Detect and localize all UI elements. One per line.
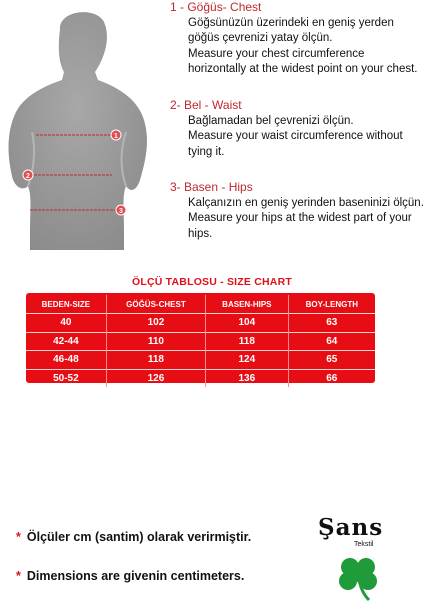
- marker-1: [111, 130, 121, 140]
- table-cell: 124: [206, 351, 289, 370]
- marker-2: [23, 170, 33, 180]
- measure-title: 2- Bel - Waist: [170, 98, 242, 112]
- header-hips: BASEN-HIPS: [206, 295, 289, 314]
- size-chart-table: [26, 295, 375, 387]
- table-cell: 118: [206, 332, 289, 351]
- header-length: BOY-LENGTH: [288, 295, 375, 314]
- table-cell: 50-52: [26, 369, 106, 387]
- marker-3: [116, 205, 126, 215]
- clover-icon: [333, 552, 385, 602]
- header-size: BEDEN-SIZE: [41, 299, 91, 309]
- svg-text:2: 2: [26, 173, 30, 180]
- size-chart-title: ÖLÇÜ TABLOSU - SIZE CHART: [132, 276, 292, 288]
- table-cell: 42-44: [26, 332, 106, 351]
- measure-tr: Kalçanızın en geniş yerinden baseninizi ölçün.: [188, 196, 424, 209]
- table-row: [26, 369, 375, 387]
- measure-en: Measure your hips at the widest part of your hips.: [188, 212, 412, 240]
- table-cell: 136: [206, 369, 289, 387]
- note-units-tr: [16, 530, 251, 544]
- svg-text:1: 1: [114, 133, 118, 140]
- table-cell: 126: [106, 369, 205, 387]
- table-cell: 64: [288, 332, 375, 351]
- body-figure: [0, 0, 165, 262]
- brand-logo-text: Şans: [318, 514, 384, 541]
- note-star: *: [16, 530, 21, 544]
- table-cell: 63: [288, 314, 375, 333]
- table-cell: 40: [26, 314, 106, 333]
- note-units-en: [16, 569, 244, 583]
- header-chest: GÖĞÜS-CHEST: [106, 295, 205, 314]
- table-cell: 104: [206, 314, 289, 333]
- svg-text:3: 3: [119, 208, 123, 215]
- table-cell: 102: [106, 314, 205, 333]
- measure-waist: [170, 98, 424, 160]
- table-row: [26, 351, 375, 370]
- measure-hips: [170, 180, 424, 242]
- table-row: [26, 332, 375, 351]
- table-cell: 65: [288, 351, 375, 370]
- measure-tr: Bağlamadan bel çevrenizi ölçün.: [188, 114, 354, 127]
- note-star: *: [16, 569, 21, 583]
- brand-subtitle: Tekstil: [354, 541, 374, 548]
- note-text: Dimensions are givenin centimeters.: [26, 569, 245, 583]
- measure-title: 1 - Göğüs- Chest: [170, 0, 262, 14]
- note-text: Ölçüler cm (santim) olarak verirmiştir.: [26, 530, 252, 544]
- table-header-row: [26, 295, 375, 314]
- table-row: [26, 314, 375, 333]
- table-cell: 110: [106, 332, 205, 351]
- table-cell: 46-48: [26, 351, 106, 370]
- body-silhouette: [9, 12, 147, 250]
- measure-title: 3- Basen - Hips: [170, 180, 253, 194]
- measure-tr: Göğsünüzün üzerindeki en geniş yerden göğüs çevrenizi yatay ölçün.: [188, 16, 394, 44]
- measure-en: Measure your waist circumference without tying it.: [188, 130, 403, 158]
- table-cell: 66: [288, 369, 375, 387]
- measure-en: Measure your chest circumference horizontally at the widest point on your chest.: [188, 47, 418, 75]
- table-cell: 118: [106, 351, 205, 370]
- measure-chest: [170, 0, 424, 78]
